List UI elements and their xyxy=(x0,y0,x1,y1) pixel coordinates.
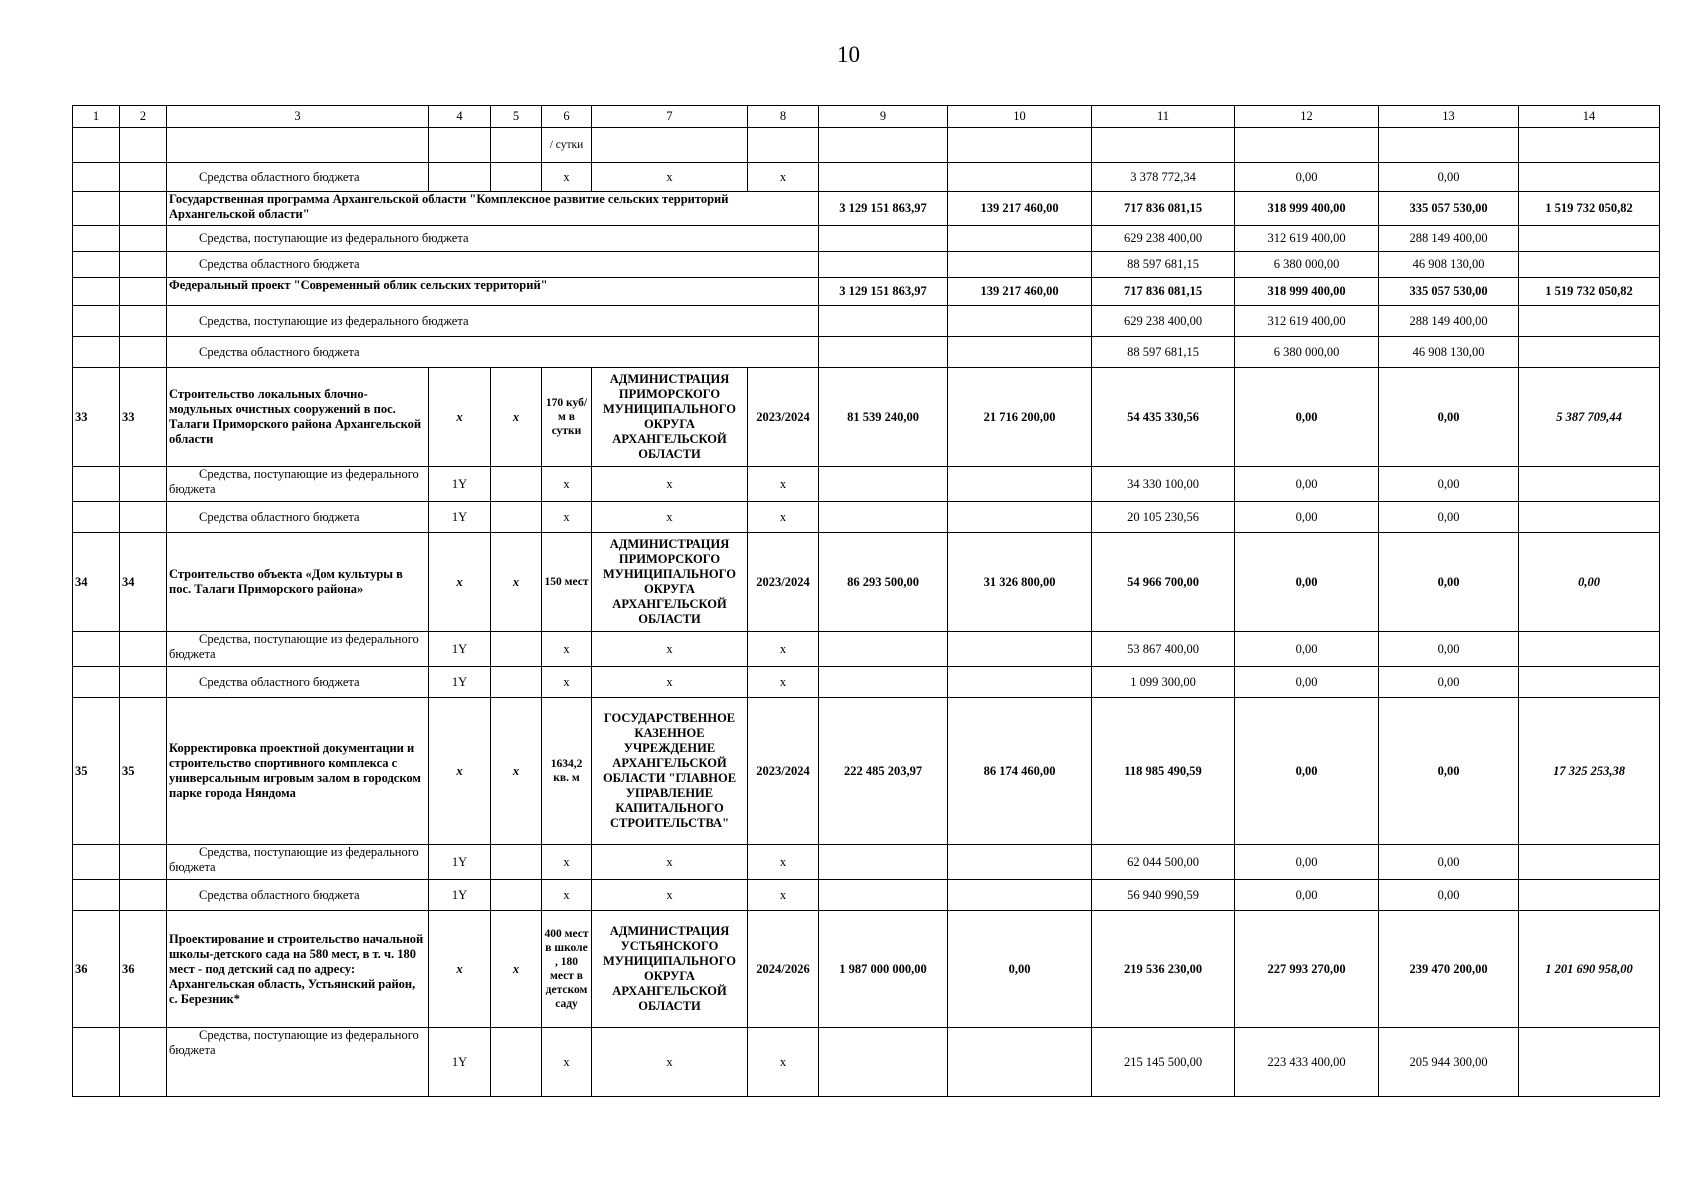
period-cell: 2023/2024 xyxy=(748,698,819,845)
project-row xyxy=(73,278,1660,306)
customer-cell: АДМИНИСТРАЦИЯ ПРИМОРСКОГО МУНИЦИПАЛЬНОГО ОКРУГА АРХАНГЕЛЬСКОЙ ОБЛАСТИ xyxy=(592,533,748,632)
cell: x xyxy=(592,667,748,698)
row-number: 35 xyxy=(120,698,167,845)
amount-cell: 0,00 xyxy=(1379,632,1519,667)
table-row xyxy=(73,667,1660,698)
row-number: 36 xyxy=(73,911,120,1028)
cell: x xyxy=(592,502,748,533)
source-label: Средства областного бюджета xyxy=(167,163,429,192)
amount-cell: 0,00 xyxy=(1235,667,1379,698)
amount-cell: 205 944 300,00 xyxy=(1379,1028,1519,1097)
source-label: Средства, поступающие из федерального бюджета xyxy=(167,226,819,252)
cell: x xyxy=(542,632,592,667)
page-number: 10 xyxy=(837,42,860,67)
header-cell: 8 xyxy=(748,106,819,128)
cell: x xyxy=(429,698,491,845)
amount-cell: 6 380 000,00 xyxy=(1235,252,1379,278)
header-cell: 6 xyxy=(542,106,592,128)
source-label: Средства областного бюджета xyxy=(167,880,429,911)
header-row xyxy=(73,106,1660,128)
amount-cell: 53 867 400,00 xyxy=(1092,632,1235,667)
cell: x xyxy=(748,667,819,698)
header-cell: 13 xyxy=(1379,106,1519,128)
amount-cell: 86 174 460,00 xyxy=(948,698,1092,845)
amount-cell: 0,00 xyxy=(1519,533,1660,632)
amount-cell: 139 217 460,00 xyxy=(948,278,1092,306)
amount-cell: 54 966 700,00 xyxy=(1092,533,1235,632)
cell: x xyxy=(748,467,819,502)
amount-cell: 0,00 xyxy=(1379,667,1519,698)
source-label: Средства, поступающие из федерального бюджета xyxy=(167,845,429,880)
header-cell: 14 xyxy=(1519,106,1660,128)
header-cell: 4 xyxy=(429,106,491,128)
source-label: Средства, поступающие из федерального бюджета xyxy=(167,467,429,502)
amount-cell: 0,00 xyxy=(1235,880,1379,911)
capacity-cell: 170 куб/м в сутки xyxy=(542,368,592,467)
amount-cell: 0,00 xyxy=(1235,368,1379,467)
amount-cell: 318 999 400,00 xyxy=(1235,192,1379,226)
object-row xyxy=(73,698,1660,845)
program-title: Государственная программа Архангельской области "Комплексное развитие сельских территорий Архангельской области" xyxy=(167,192,819,226)
object-title: Строительство локальных блочно-модульных очистных сооружений в пос. Талаги Приморского района Архангельской области xyxy=(167,368,429,467)
row-number: 33 xyxy=(73,368,120,467)
amount-cell: 227 993 270,00 xyxy=(1235,911,1379,1028)
amount-cell: 1 201 690 958,00 xyxy=(1519,911,1660,1028)
amount-cell: 318 999 400,00 xyxy=(1235,278,1379,306)
customer-cell: АДМИНИСТРАЦИЯ УСТЬЯНСКОГО МУНИЦИПАЛЬНОГО ОКРУГА АРХАНГЕЛЬСКОЙ ОБЛАСТИ xyxy=(592,911,748,1028)
object-row xyxy=(73,368,1660,467)
amount-cell: 88 597 681,15 xyxy=(1092,252,1235,278)
table-row xyxy=(73,467,1660,502)
cell: x xyxy=(542,880,592,911)
period-cell: 2024/2026 xyxy=(748,911,819,1028)
period-cell: 2023/2024 xyxy=(748,368,819,467)
amount-cell: 0,00 xyxy=(1235,163,1379,192)
amount-cell: 86 293 500,00 xyxy=(819,533,948,632)
header-cell: 1 xyxy=(73,106,120,128)
cell: x xyxy=(748,845,819,880)
amount-cell: 1 519 732 050,82 xyxy=(1519,192,1660,226)
amount-cell: 288 149 400,00 xyxy=(1379,306,1519,337)
amount-cell: 0,00 xyxy=(1379,502,1519,533)
amount-cell: 118 985 490,59 xyxy=(1092,698,1235,845)
amount-cell: 46 908 130,00 xyxy=(1379,252,1519,278)
amount-cell: 6 380 000,00 xyxy=(1235,337,1379,368)
source-label: Средства областного бюджета xyxy=(167,502,429,533)
table-row xyxy=(73,226,1660,252)
amount-cell: 335 057 530,00 xyxy=(1379,192,1519,226)
header-cell: 5 xyxy=(491,106,542,128)
cell: x xyxy=(748,880,819,911)
cell: x xyxy=(592,880,748,911)
header-cell: 10 xyxy=(948,106,1092,128)
amount-cell: 288 149 400,00 xyxy=(1379,226,1519,252)
amount-cell: 3 129 151 863,97 xyxy=(819,192,948,226)
table-row xyxy=(73,502,1660,533)
cell: x xyxy=(491,911,542,1028)
object-title: Корректировка проектной документации и строительство спортивного комплекса с универсальным игровым залом в городском парке города Няндома xyxy=(167,698,429,845)
amount-cell: 717 836 081,15 xyxy=(1092,278,1235,306)
amount-cell: 215 145 500,00 xyxy=(1092,1028,1235,1097)
cell: 1Y xyxy=(429,632,491,667)
object-row xyxy=(73,533,1660,632)
amount-cell: 62 044 500,00 xyxy=(1092,845,1235,880)
cell: x xyxy=(748,163,819,192)
customer-cell: АДМИНИСТРАЦИЯ ПРИМОРСКОГО МУНИЦИПАЛЬНОГО ОКРУГА АРХАНГЕЛЬСКОЙ ОБЛАСТИ xyxy=(592,368,748,467)
row-number: 34 xyxy=(73,533,120,632)
cell: x xyxy=(748,1028,819,1097)
amount-cell: 312 619 400,00 xyxy=(1235,306,1379,337)
object-title: Строительство объекта «Дом культуры в пос. Талаги Приморского района» xyxy=(167,533,429,632)
project-title: Федеральный проект "Современный облик сельских территорий" xyxy=(167,278,819,306)
cell: x xyxy=(592,845,748,880)
amount-cell: 5 387 709,44 xyxy=(1519,368,1660,467)
source-label: Средства областного бюджета xyxy=(167,667,429,698)
object-title: Проектирование и строительство начальной школы-детского сада на 580 мест, в т. ч. 180 мест - под детский сад по адресу: Архангельская область, Устьянский район, с. Березник* xyxy=(167,911,429,1028)
cell: x xyxy=(429,911,491,1028)
table-row xyxy=(73,163,1660,192)
cell: x xyxy=(592,632,748,667)
amount-cell: 312 619 400,00 xyxy=(1235,226,1379,252)
source-label: Средства областного бюджета xyxy=(167,252,819,278)
amount-cell: 21 716 200,00 xyxy=(948,368,1092,467)
capacity-cell: 400 мест в школе , 180 мест в детском саду xyxy=(542,911,592,1028)
cell: x xyxy=(542,1028,592,1097)
amount-cell: 0,00 xyxy=(1235,467,1379,502)
cell: 1Y xyxy=(429,880,491,911)
header-cell: 11 xyxy=(1092,106,1235,128)
amount-cell: 0,00 xyxy=(948,911,1092,1028)
cell: x xyxy=(542,502,592,533)
amount-cell: 0,00 xyxy=(1379,533,1519,632)
capacity-cell: 150 мест xyxy=(542,533,592,632)
capacity-cell: / сутки xyxy=(542,128,592,163)
table-row xyxy=(73,128,1660,163)
amount-cell: 222 485 203,97 xyxy=(819,698,948,845)
cell: x xyxy=(592,467,748,502)
period-cell: 2023/2024 xyxy=(748,533,819,632)
cell: x xyxy=(429,533,491,632)
customer-cell: ГОСУДАРСТВЕННОЕ КАЗЕННОЕ УЧРЕЖДЕНИЕ АРХАНГЕЛЬСКОЙ ОБЛАСТИ "ГЛАВНОЕ УПРАВЛЕНИЕ КАПИТАЛЬНОГО СТРОИТЕЛЬСТВА" xyxy=(592,698,748,845)
header-cell: 9 xyxy=(819,106,948,128)
cell: x xyxy=(542,667,592,698)
cell: 1Y xyxy=(429,502,491,533)
amount-cell: 0,00 xyxy=(1379,368,1519,467)
cell: 1Y xyxy=(429,667,491,698)
cell: x xyxy=(542,163,592,192)
header-cell: 12 xyxy=(1235,106,1379,128)
amount-cell: 0,00 xyxy=(1235,632,1379,667)
table-row xyxy=(73,1028,1660,1097)
program-row xyxy=(73,192,1660,226)
amount-cell: 219 536 230,00 xyxy=(1092,911,1235,1028)
amount-cell: 88 597 681,15 xyxy=(1092,337,1235,368)
amount-cell: 46 908 130,00 xyxy=(1379,337,1519,368)
cell: x xyxy=(491,368,542,467)
amount-cell: 0,00 xyxy=(1379,845,1519,880)
amount-cell: 17 325 253,38 xyxy=(1519,698,1660,845)
source-label: Средства, поступающие из федерального бюджета xyxy=(167,1028,429,1097)
amount-cell: 1 519 732 050,82 xyxy=(1519,278,1660,306)
object-row xyxy=(73,911,1660,1028)
amount-cell: 31 326 800,00 xyxy=(948,533,1092,632)
cell: x xyxy=(542,845,592,880)
amount-cell: 54 435 330,56 xyxy=(1092,368,1235,467)
capacity-cell: 1634,2 кв. м xyxy=(542,698,592,845)
table-row xyxy=(73,252,1660,278)
source-label: Средства областного бюджета xyxy=(167,337,819,368)
amount-cell: 0,00 xyxy=(1379,163,1519,192)
amount-cell: 0,00 xyxy=(1235,502,1379,533)
amount-cell: 0,00 xyxy=(1379,467,1519,502)
amount-cell: 20 105 230,56 xyxy=(1092,502,1235,533)
row-number: 36 xyxy=(120,911,167,1028)
amount-cell: 81 539 240,00 xyxy=(819,368,948,467)
amount-cell: 139 217 460,00 xyxy=(948,192,1092,226)
cell: x xyxy=(592,1028,748,1097)
table-row xyxy=(73,306,1660,337)
row-number: 35 xyxy=(73,698,120,845)
amount-cell: 0,00 xyxy=(1235,533,1379,632)
amount-cell: 56 940 990,59 xyxy=(1092,880,1235,911)
source-label: Средства, поступающие из федерального бюджета xyxy=(167,632,429,667)
table-row xyxy=(73,632,1660,667)
source-label: Средства, поступающие из федерального бюджета xyxy=(167,306,819,337)
cell: 1Y xyxy=(429,467,491,502)
amount-cell: 3 378 772,34 xyxy=(1092,163,1235,192)
amount-cell: 223 433 400,00 xyxy=(1235,1028,1379,1097)
amount-cell: 629 238 400,00 xyxy=(1092,306,1235,337)
header-cell: 3 xyxy=(167,106,429,128)
table-row xyxy=(73,880,1660,911)
table-row xyxy=(73,337,1660,368)
row-number: 34 xyxy=(120,533,167,632)
cell: x xyxy=(491,533,542,632)
amount-cell: 717 836 081,15 xyxy=(1092,192,1235,226)
amount-cell: 0,00 xyxy=(1379,698,1519,845)
amount-cell: 629 238 400,00 xyxy=(1092,226,1235,252)
amount-cell: 1 099 300,00 xyxy=(1092,667,1235,698)
cell: x xyxy=(592,163,748,192)
cell: x xyxy=(429,368,491,467)
amount-cell: 239 470 200,00 xyxy=(1379,911,1519,1028)
row-number: 33 xyxy=(120,368,167,467)
header-cell: 2 xyxy=(120,106,167,128)
cell: 1Y xyxy=(429,845,491,880)
amount-cell: 0,00 xyxy=(1235,845,1379,880)
cell: x xyxy=(542,467,592,502)
table-row xyxy=(73,845,1660,880)
amount-cell: 3 129 151 863,97 xyxy=(819,278,948,306)
cell: x xyxy=(748,502,819,533)
amount-cell: 34 330 100,00 xyxy=(1092,467,1235,502)
cell: x xyxy=(748,632,819,667)
budget-table xyxy=(72,105,1660,1097)
cell: 1Y xyxy=(429,1028,491,1097)
amount-cell: 0,00 xyxy=(1235,698,1379,845)
header-cell: 7 xyxy=(592,106,748,128)
amount-cell: 1 987 000 000,00 xyxy=(819,911,948,1028)
amount-cell: 335 057 530,00 xyxy=(1379,278,1519,306)
amount-cell: 0,00 xyxy=(1379,880,1519,911)
cell: x xyxy=(491,698,542,845)
